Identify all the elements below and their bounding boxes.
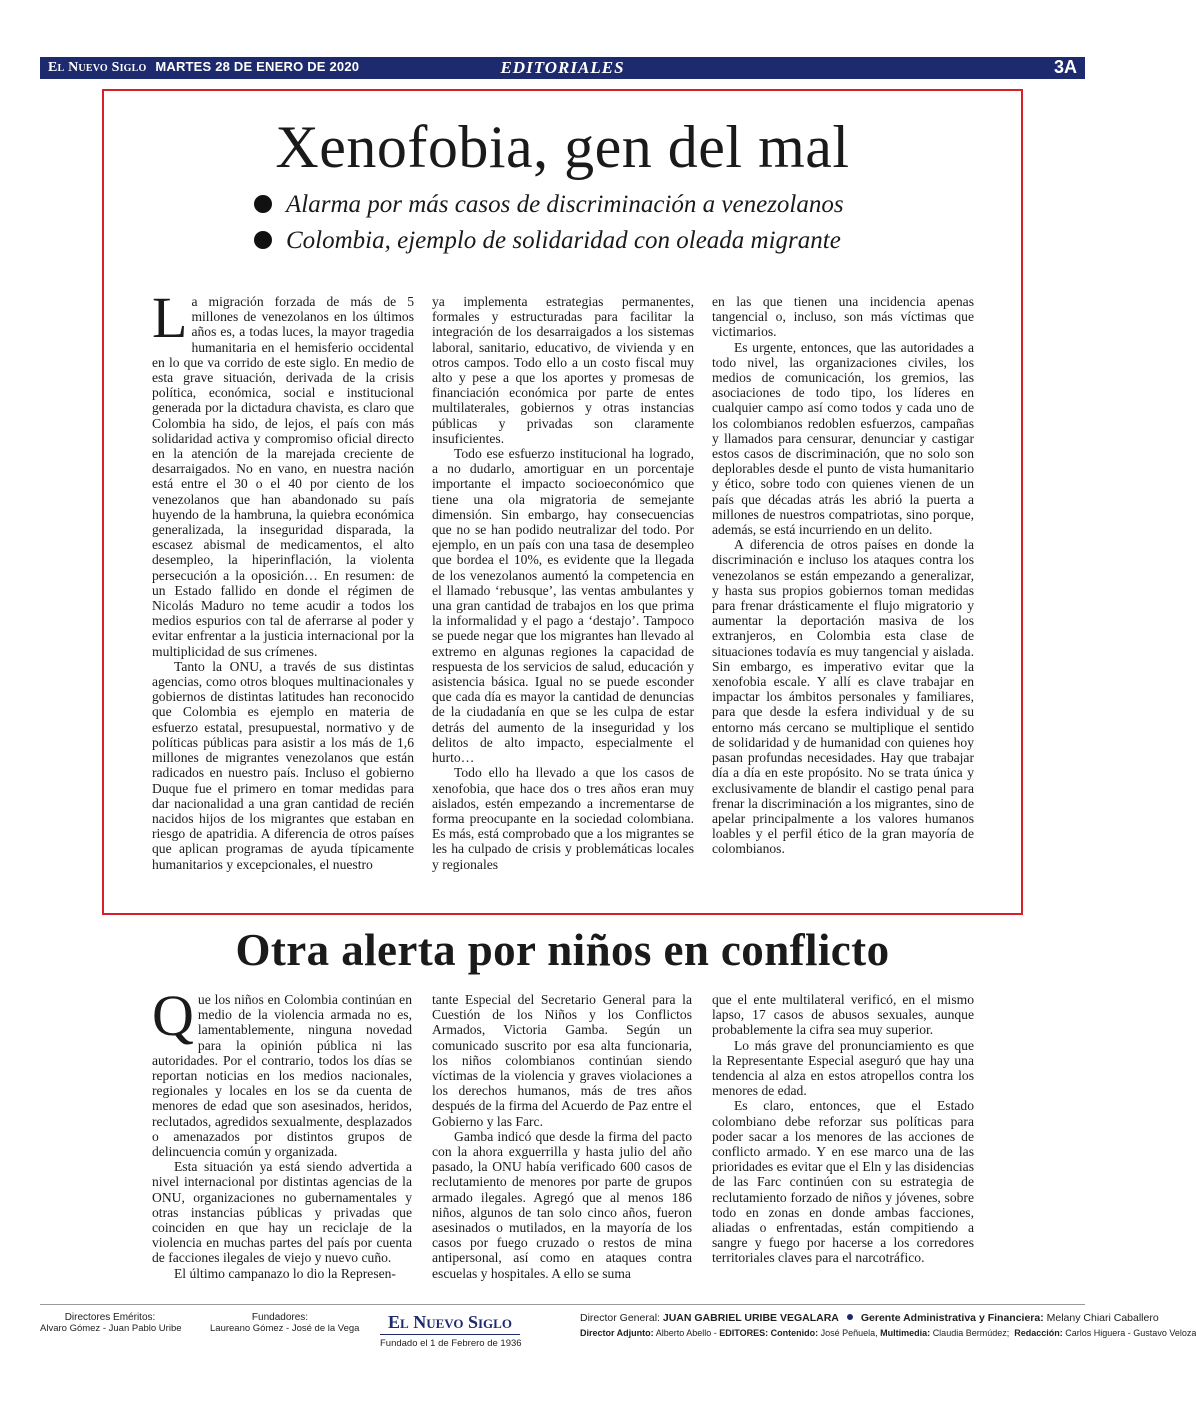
paragraph: Lo más grave del pronunciamiento es que la Representante Especial aseguró que hay una tendencia al alza en estos atropellos contra los menores de edad.: [712, 1037, 974, 1099]
paragraph: Tanto la ONU, a través de sus distintas agencias, como otros bloques multinacionales y gobiernos de distintas latitudes han reconocido que Colombia es ejemplo en materia de esfuerzo estatal, presupuestal, normativo y de políticas públicas para asistir a los más de 1,6 millones de migrantes venezolanos que están radicados en nuestro país. Incluso el gobierno Duque fue el primero en tomar medidas para dar nacionalidad a una gran cantidad de recién nacidos hijos de los migrantes que estaban en riesgo de apatridia. A diferencia de otros países que aplican programas de ayuda típicamente humanitarios y excepcionales, el nuestro: [152, 658, 414, 872]
article-column-3: [712, 992, 974, 1266]
paragraph: Es claro, entonces, que el Estado colombiano debe reforzar sus políticas para poder sacar a los menores de las acciones de conflicto armado. Y en ese marco una de las prioridades es evitar que el Eln y las disidencias de las Farc continúen con su estrategia de reclutamiento forzado de niños y jóvenes, sobre todo en zonas en donde ambas facciones, aliadas o enfrentadas, están compitiendo a sangre y fuego por hacerse a los corredores territoriales claves para el narcotráfico.: [712, 1098, 974, 1266]
paragraph: en las que tienen una incidencia apenas tangencial o, incluso, son más víctimas que victimarios.: [712, 294, 974, 340]
paragraph: Esta situación ya está siendo advertida a nivel internacional por distintas agencias de la ONU, organizaciones no gubernamentales y otras instancias públicas y privadas que coinciden en que hay un reciclaje de la violencia en muchas partes del país por cuenta de facciones ilegales de viejo y nuevo cuño.: [152, 1159, 412, 1266]
paragraph: Es urgente, entonces, que las autoridades a todo nivel, las organizaciones civiles, los medios de comunicación, los gremios, las asociaciones de todo tipo, los líderes en cualquier campo así como todos y cada uno de los colombianos redoblen esfuerzos, campañas y llamados para censurar, denunciar y castigar estos casos de discriminación, que no solo son deplorables desde el punto de vista humanitario y ético, sobre todo con quienes vienen de un país que décadas atrás les abrió la puerta a millones de nuestros compatriotas, sino porque, además, se está incurriendo en un delito.: [712, 339, 974, 538]
footer-masthead: [380, 1312, 520, 1349]
paragraph: Todo ese esfuerzo institucional ha logrado, a no dudarlo, amortiguar en un porcentaje importante el impacto socioeconómico que tiene una ola migratoria de semejante dimensión. Sin embargo, hay consecuencias que no se han podido neutralizar del todo. Por ejemplo, en un país con una tasa de desempleo que bordea el 10%, es evidente que la llegada de los venezolanos aumentó la competencia en el llamado ‘rebusque’, las ventas ambulantes y una gran cantidad de trabajos en los que prima la informalidad y el pago a ‘destajo’. Tampoco se puede negar que los migrantes han llevado al extremo en algunas regiones la capacidad de respuesta de los servicios de salud, educación y asistencia básica. Igual no se puede esconder que cada día es mayor la cantidad de denuncias de la ciudadanía en que se les culpa de estar detrás del aumento de la inseguridad y los delitos de alto impacto, especialmente el hurto…: [432, 446, 694, 766]
subhead-text: Colombia, ejemplo de solidaridad con oleada migrante: [286, 227, 841, 254]
editorial-2-headline: Otra alerta por niños en conflicto: [235, 925, 890, 975]
subhead-1: [254, 191, 844, 219]
footer-row-directors: Director General: JUAN GABRIEL URIBE VEGALARA Gerente Administrativa y Financiera: Melany Chiari Caballero: [580, 1312, 1159, 1324]
footer-emeritos: [40, 1312, 180, 1334]
article-column-2: [432, 992, 692, 1281]
paragraph: La migración forzada de más de 5 millones de venezolanos en los últimos años es, a todas luces, la mayor tragedia humanitaria en el hemisferio occidental en lo que va corrido de este siglo. En medio de esta grave situación, derivada de la crisis política, económica, social e institucional generada por la dictadura chavista, es claro que Colombia ha sido, de lejos, el país con más solidaridad activa y compromiso oficial directo en la atención de la marejada creciente de desarraigados. No en vano, en nuestra nación está entre el 30 o el 40 por ciento de los venezolanos que han abandonado su país huyendo de la hambruna, la quiebra económica generalizada, la inseguridad disparada, la escasez abismal de medicamentos, el alto desempleo, la hiperinflación, la violenta persecución a la oposición… En resumen: de un Estado fallido en donde el régimen de Nicolás Maduro no teme acudir a todos los medios espurios con tal de aferrarse al poder y evitar enfrentar a la justicia internacional por la multiplicidad de sus crímenes.: [152, 285, 414, 659]
drop-cap: L: [152, 285, 188, 350]
editorial-headline: Xenofobia, gen del mal: [275, 114, 850, 180]
section-title: EDITORIALES: [500, 58, 625, 77]
paragraph: Gamba indicó que desde la firma del pacto con la ahora exguerrilla y hasta julio del año pasado, la ONU había verificado 600 casos de reclutamiento de menores por parte de grupos armado ilegales. Agregó que al menos 186 niños, algunos de tan solo cinco años, fueron asesinados o mutilados, en la mayoría de los casos por fuego cruzado o restos de mina antipersonal, así como en ataques contra escuelas y hospitales. A ello se suma: [432, 1128, 692, 1281]
article-column-3: [712, 294, 974, 857]
subhead-text: Alarma por más casos de discriminación a venezolanos: [286, 191, 844, 218]
bullet-icon: [254, 231, 272, 249]
article-column-2: [432, 294, 694, 872]
subhead-2: [254, 227, 841, 255]
founding-date: Fundado el 1 de Febrero de 1936: [380, 1338, 522, 1349]
bullet-icon: [254, 195, 272, 213]
newspaper-brand: El Nuevo Siglo: [48, 60, 147, 75]
footer-staff: [580, 1312, 1196, 1338]
paragraph: El último campanazo lo dio la Represen-: [174, 1265, 396, 1281]
footer-names: Laureano Gómez - José de la Vega: [210, 1323, 360, 1334]
paragraph: Que los niños en Colombia continúan en medio de la violencia armada no es, lamentablemente, ninguna novedad para la opinión pública ni las autoridades. Por el contrario, todos los días se reportan noticias en los medios nacionales, regionales y locales en los se da cuenta de menores de edad que son asesinados, heridos, reclutados, agredidos sexualmente, desplazados o amenazados por distintos grupos de delincuencia común y organizada.: [152, 983, 412, 1160]
footer-divider: [40, 1304, 1085, 1305]
page-number: 3A: [1053, 57, 1077, 77]
paragraph: tante Especial del Secretario General para la Cuestión de los Niños y los Conflictos Armados, Victoria Gamba. Según un comunicado suscrito por esa alta funcionaria, los niños colombianos continúan siendo víctimas de la violencia y graves violaciones a los derechos humanos, más de tres años después de la firma del Acuerdo de Paz entre el Gobierno y las Farc.: [432, 992, 692, 1129]
article-column-1: [152, 285, 414, 872]
issue-date: MARTES 28 DE ENERO DE 2020: [155, 59, 360, 74]
newspaper-logo: El Nuevo Siglo: [380, 1312, 520, 1335]
paragraph: que el ente multilateral verificó, en el mismo lapso, 17 casos de abusos sexuales, aunque probablemente la cifra sea muy superior.: [712, 992, 974, 1038]
article-column-1: [152, 983, 412, 1281]
editorial-xenofobia: [102, 89, 1023, 915]
drop-cap: Q: [152, 983, 194, 1048]
paragraph: ya implementa estrategias permanentes, formales y estructuradas para facilitar la integración de los desarraigados a los sistemas laboral, sanitario, educativo, de vivienda y en otros campos. Todo ello a un costo fiscal muy alto y pese a que los aportes y promesas de financiación económica por parte de entes multilaterales, gobiernos y otras instancias públicas y privadas son claramente insuficientes.: [432, 294, 694, 446]
page-header-bar: [40, 57, 1085, 79]
footer-row-editors: Director Adjunto: Alberto Abello - EDITORES: Contenido: José Peñuela, Multimedia: Claudia Bermúdez; Redacción: Carlos Higuera - Gustavo Veloza: [580, 1328, 1196, 1338]
paragraph: Todo ello ha llevado a que los casos de xenofobia, que hace dos o tres años eran muy aislados, estén empezando a incrementarse de forma preocupante en la sociedad colombiana. Es más, está comprobado que a los migrantes se les ha culpado de crisis y problemáticas locales y regionales: [432, 765, 694, 872]
footer-names: Alvaro Gómez - Juan Pablo Uribe: [40, 1323, 182, 1334]
bullet-icon: [847, 1314, 853, 1320]
footer-fundadores: [210, 1312, 360, 1334]
footer-label: Fundadores:: [251, 1312, 309, 1323]
footer-label: Directores Eméritos:: [64, 1312, 156, 1323]
paragraph: A diferencia de otros países en donde la discriminación e incluso los ataques contra los venezolanos se están empezando a generalizar, y hasta sus propios gobiernos toman medidas para frenar drásticamente el flujo migratorio y aumentar la deportación masiva de los extranjeros, en Colombia esta clase de situaciones todavía es muy tangencial y aislada. Sin embargo, es imperativo evitar que la xenofobia escale. Y allí es clave trabajar en impactar los ámbitos personales y familiares, para que desde la esfera individual y de su entorno más cercano se multiplique el sentido de solidaridad y de humanidad con quienes hoy pasan profundas necesidades. Hay que trabajar día a día en este propósito. No se trata única y exclusivamente de blandir el castigo penal para frenar la discriminación a los migrantes, sino de apelar principalmente a los valores humanos loables y el perfil ético de la gran mayoría de colombianos.: [712, 537, 974, 857]
